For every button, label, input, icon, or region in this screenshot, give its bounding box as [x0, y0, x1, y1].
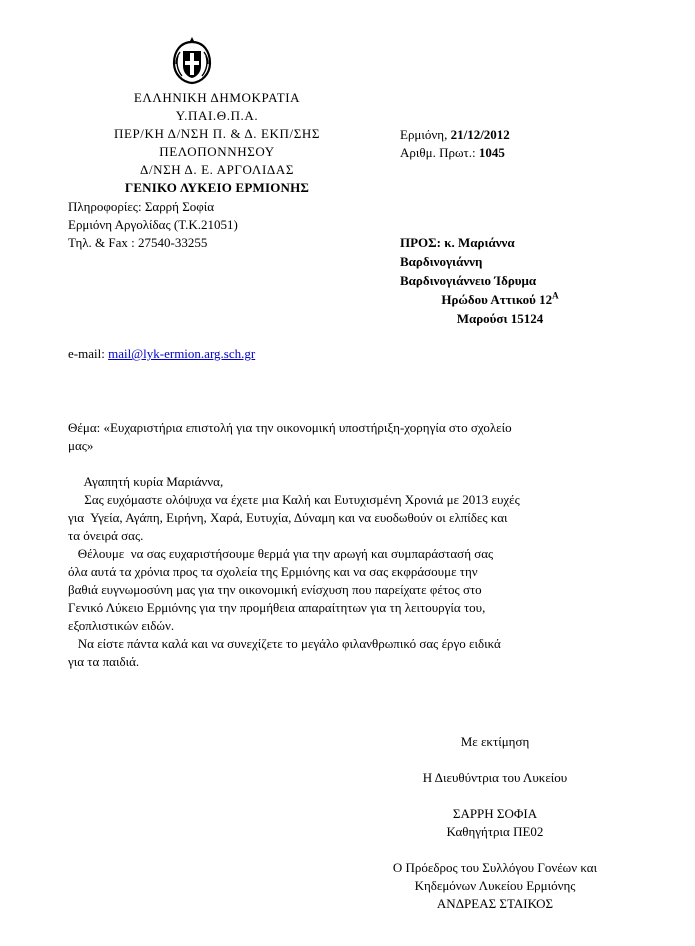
school-header: [62, 89, 372, 197]
signer-title: Καθηγήτρια ΠΕ02: [446, 824, 544, 839]
body-line: Σας ευχόμαστε ολόψυχα να έχετε μια Καλή και Ευτυχισμένη Χρονιά με 2013 ευχές: [68, 492, 520, 507]
association-line: Ο Πρόεδρος του Συλλόγου Γονέων και: [392, 860, 598, 875]
protocol-line: [400, 144, 660, 162]
letter-subject: [68, 419, 633, 455]
body-line: για Υγεία, Αγάπη, Ειρήνη, Χαρά, Ευτυχία, Δύναμη και να ευοδωθούν οι ελπίδες και: [68, 510, 508, 525]
body-line: εξοπλιστικών ειδών.: [68, 618, 175, 633]
association-president-name: ΑΝΔΡΕΑΣ ΣΤΑΙΚΟΣ: [436, 896, 554, 911]
body-line: βαθιά ευγνωμοσύνη μας για την οικονομική ενίσχυση που παρείχατε φέτος στο: [68, 582, 482, 597]
body-line: για τα παιδιά.: [68, 654, 140, 669]
body-line: Γενικό Λύκειο Ερμιόνης για την προμήθεια απαραίτητων για τη λειτουργία του,: [68, 600, 486, 615]
email-line: [68, 345, 255, 363]
recipient-street: Ηρώδου Αττικού 12: [441, 292, 553, 307]
date-label: Ερμιόνη,: [400, 127, 451, 142]
signer-name: ΣΑΡΡΗ ΣΟΦΙΑ: [452, 806, 538, 821]
greek-emblem-icon: [170, 36, 214, 86]
body-line: Αγαπητή κυρία Μαριάννα,: [68, 474, 224, 489]
recipient-street-sup: Α: [552, 290, 559, 301]
body-line: Να είστε πάντα καλά και να συνεχίζετε το μεγάλο φιλανθρωπικό σας έργο ειδικά: [68, 636, 501, 651]
date-line: [400, 126, 660, 144]
recipient-line-foundation: Βαρδινογιάννειο Ίδρυμα: [400, 273, 537, 288]
subject-line: Θέμα: «Ευχαριστήρια επιστολή για την οικονομική υποστήριξη-χορηγία στο σχολείο: [68, 420, 512, 435]
protocol-number: 1045: [478, 145, 505, 160]
email-link[interactable]: mail@lyk-ermion.arg.sch.gr: [108, 346, 256, 361]
subject-line: μας»: [68, 438, 94, 453]
header-line-directorate: Δ/ΝΣΗ Δ. Ε. ΑΡΓΟΛΙΔΑΣ: [139, 162, 294, 177]
header-line-regional-directorate: ΠΕΡ/ΚΗ Δ/ΝΣΗ Π. & Δ. ΕΚΠ/ΣΗΣ: [113, 126, 321, 141]
contact-info: [68, 198, 398, 252]
body-line: τα όνειρά σας.: [68, 528, 144, 543]
signer-role: Η Διευθύντρια του Λυκείου: [422, 770, 568, 785]
protocol-label: Αριθμ. Πρωτ.:: [400, 145, 479, 160]
contact-person: Πληροφορίες: Σαρρή Σοφία: [68, 199, 215, 214]
recipient-line-surname: Βαρδινογιάννη: [400, 254, 483, 269]
recipient-line-to: ΠΡΟΣ: κ. Μαριάννα: [400, 235, 515, 250]
regards-text: Με εκτίμηση: [460, 734, 530, 749]
contact-address: Ερμιόνη Αργολίδας (Τ.Κ.21051): [68, 217, 238, 232]
body-line: όλα αυτά τα χρόνια προς τα σχολεία της Ερμιόνης και να σας εκφράσουμε την: [68, 564, 478, 579]
reference-info: [400, 126, 660, 162]
body-line: Θέλουμε να σας ευχαριστήσουμε θερμά για την αρωγή και συμπαράστασή σας: [68, 546, 494, 561]
email-label: e-mail:: [68, 346, 109, 361]
header-line-ministry: Υ.ΠΑΙ.Θ.Π.Α.: [175, 108, 259, 123]
header-line-country: ΕΛΛΗΝΙΚΗ ΔΗΜΟΚΡΑΤΙΑ: [133, 90, 301, 105]
recipient-address: [400, 234, 600, 329]
header-line-region: ΠΕΛΟΠΟΝΝΗΣΟΥ: [159, 144, 275, 159]
header-school-name: ΓΕΝΙΚΟ ΛΥΚΕΙΟ ΕΡΜΙΟΝΗΣ: [124, 180, 310, 195]
association-line: Κηδεμόνων Λυκείου Ερμιόνης: [414, 878, 576, 893]
recipient-line-street: [400, 291, 600, 310]
date-value: 21/12/2012: [450, 127, 510, 142]
contact-phone: Τηλ. & Fax : 27540-33255: [68, 235, 208, 250]
signature-block: [360, 733, 630, 913]
recipient-line-city: Μαρούσι 15124: [456, 311, 544, 326]
letter-body: [68, 473, 643, 671]
